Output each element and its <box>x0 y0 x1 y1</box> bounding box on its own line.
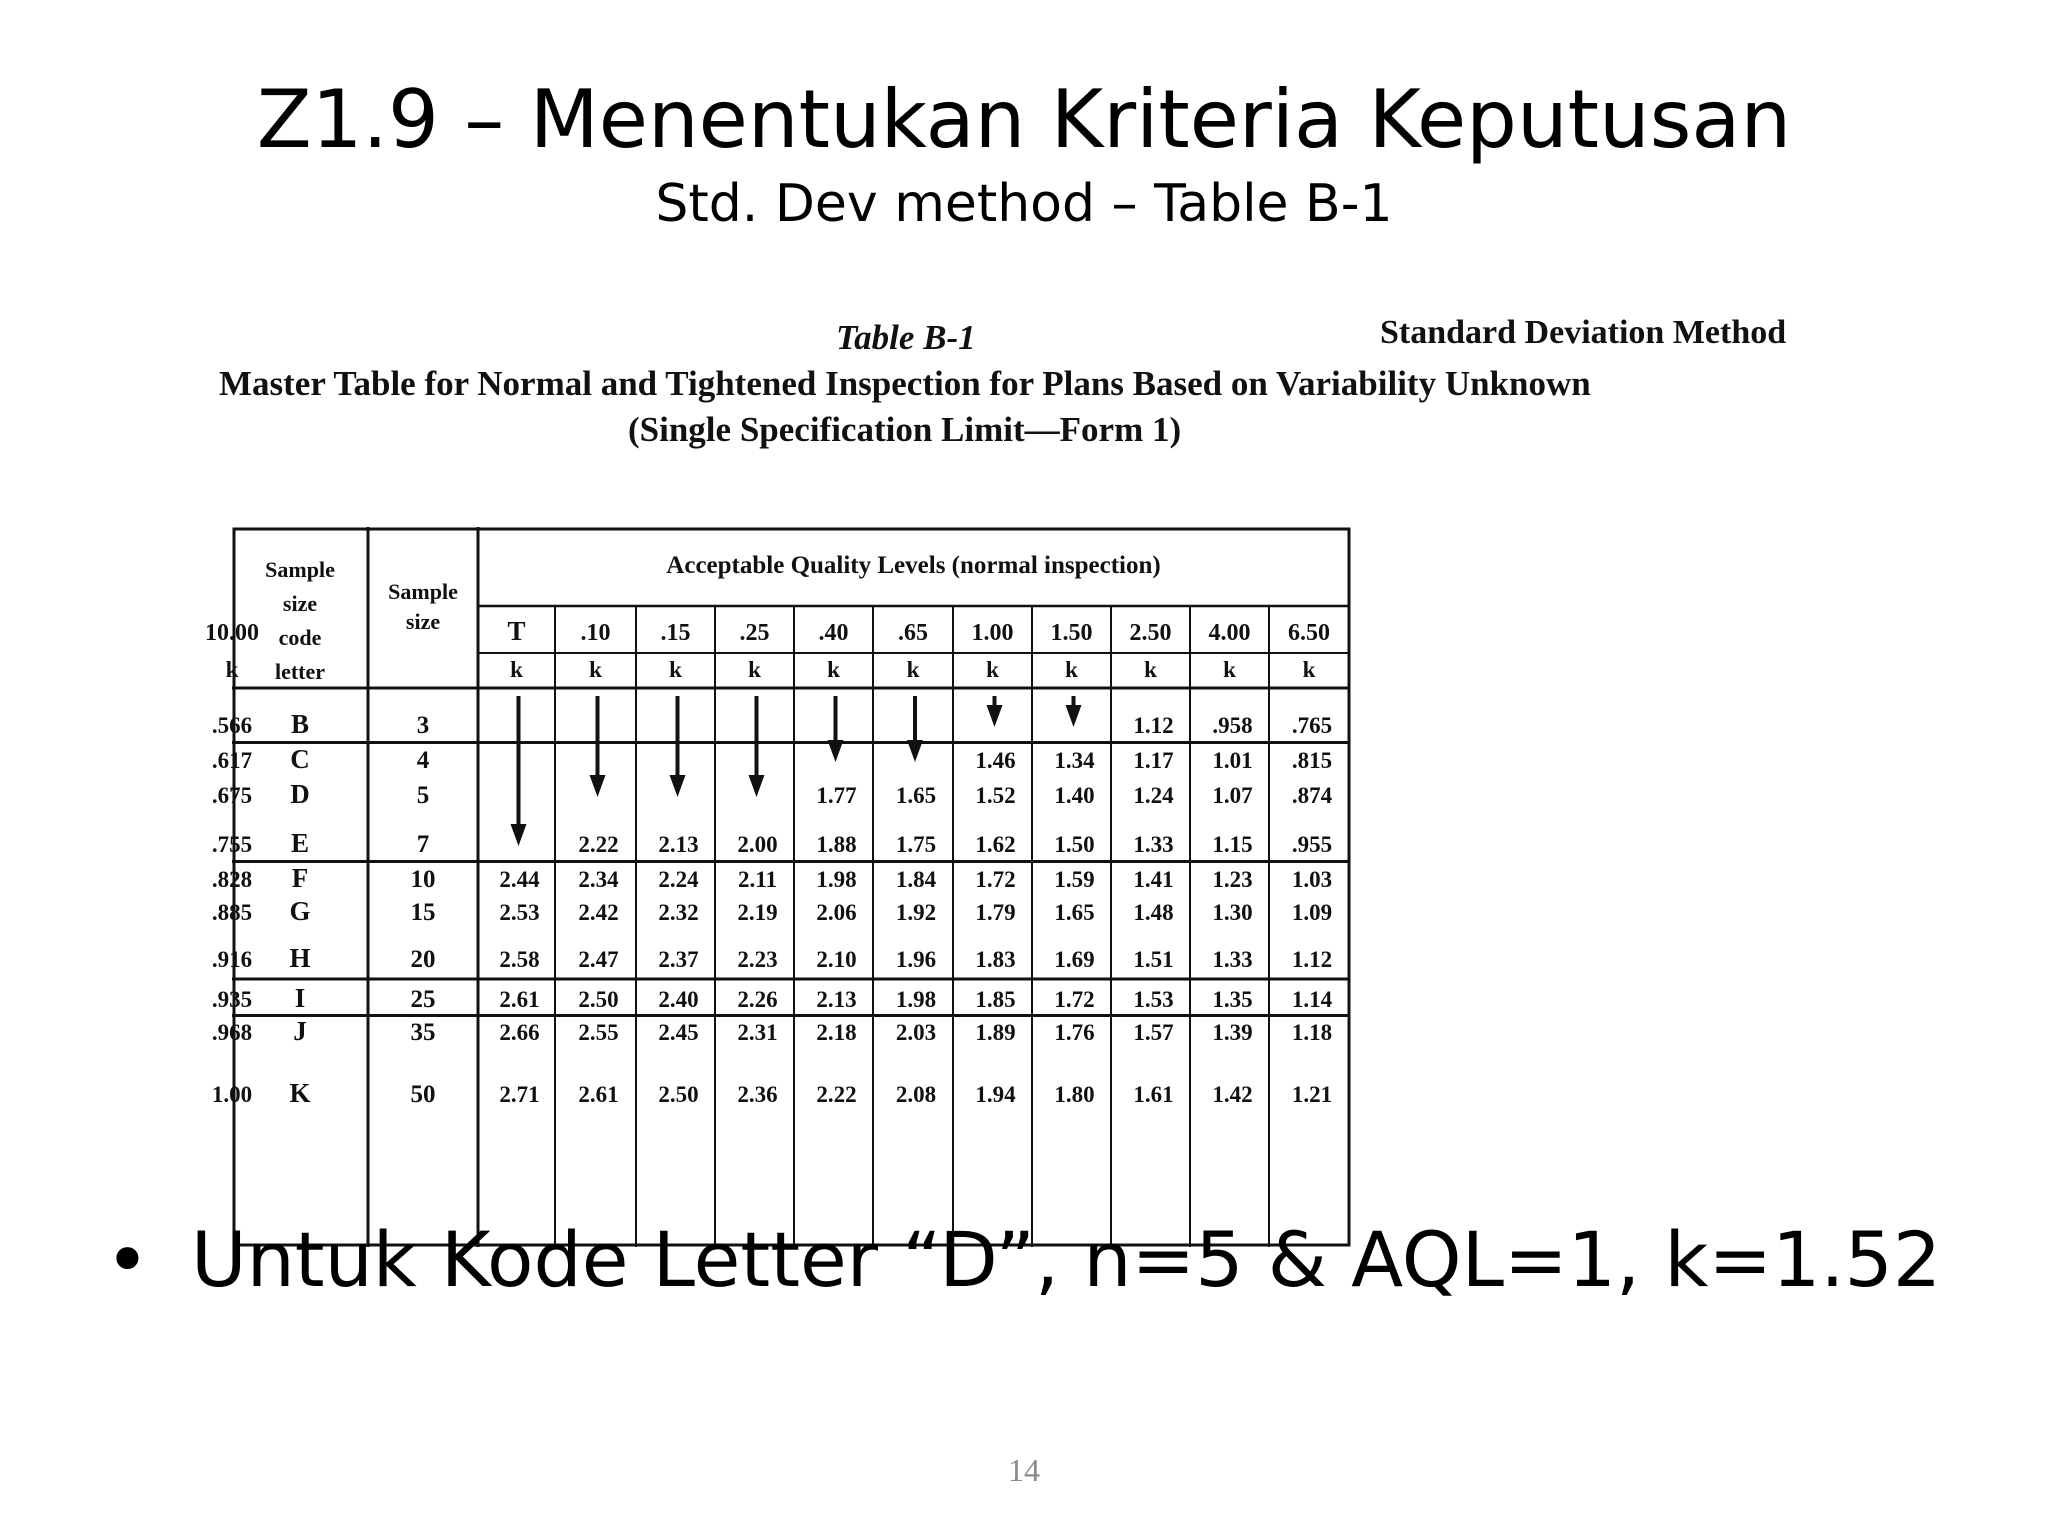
page-number: 14 <box>1008 1452 1040 1488</box>
k-value: 1.98 <box>816 867 857 892</box>
header-aql-value: 10.00 <box>205 620 259 646</box>
k-value: .815 <box>1291 748 1333 773</box>
k-value: 2.03 <box>895 1020 937 1045</box>
row-sample-size: 35 <box>410 1019 436 1046</box>
row-code-letter: E <box>290 828 310 858</box>
header-code-letter: size <box>282 591 318 616</box>
header-aql-title: Acceptable Quality Levels (normal inspection) <box>666 552 1161 579</box>
arrow-down-icon <box>987 705 1003 727</box>
k-value: .916 <box>211 947 253 972</box>
arrow-down-icon <box>749 775 765 797</box>
row-code-letter: J <box>293 1016 307 1046</box>
k-value: 2.37 <box>658 947 699 972</box>
k-value: 1.57 <box>1133 1020 1174 1045</box>
k-value: 2.55 <box>578 1020 619 1045</box>
k-value: .935 <box>211 987 253 1012</box>
header-k-label: k <box>510 657 523 682</box>
row-sample-size: 25 <box>410 986 436 1013</box>
k-value: 2.18 <box>816 1020 857 1045</box>
header-k-label: k <box>1302 657 1316 682</box>
k-value: 2.61 <box>499 987 540 1012</box>
table-subtitle: (Single Specification Limit—Form 1) <box>628 410 1182 449</box>
header-aql-value: T <box>507 616 526 646</box>
row-code-letter: K <box>289 1078 311 1108</box>
k-value: 1.00 <box>211 1082 253 1107</box>
arrow-down-icon <box>1066 705 1082 727</box>
row-code-letter: H <box>289 943 311 973</box>
k-value: 1.59 <box>1054 867 1095 892</box>
k-value: 1.62 <box>975 832 1016 857</box>
arrow-down-icon <box>670 775 686 797</box>
row-code-letter: B <box>290 709 310 739</box>
header-k-label: k <box>1144 657 1157 682</box>
header-sample-size: size <box>405 609 441 634</box>
k-value: 1.52 <box>975 783 1016 808</box>
k-value: 1.89 <box>975 1020 1016 1045</box>
master-table <box>205 527 1472 1165</box>
k-value: 1.39 <box>1212 1020 1253 1045</box>
k-value: 1.07 <box>1212 783 1253 808</box>
k-value: 1.69 <box>1054 947 1095 972</box>
k-value: 1.75 <box>895 832 937 857</box>
slide-subtitle: Std. Dev method – Table B-1 <box>655 174 1393 234</box>
k-value: 2.61 <box>578 1082 619 1107</box>
k-value: 1.34 <box>1054 748 1095 773</box>
k-value: 1.92 <box>895 900 937 925</box>
k-value: .675 <box>211 783 253 808</box>
k-value: 1.72 <box>1054 987 1095 1012</box>
arrow-down-icon <box>511 824 527 846</box>
k-value: .958 <box>1212 713 1253 738</box>
k-value: 2.26 <box>737 987 778 1012</box>
k-value: 2.44 <box>499 867 540 892</box>
k-value: 2.08 <box>895 1082 937 1107</box>
k-value: 2.53 <box>499 900 540 925</box>
k-value: 1.84 <box>895 867 937 892</box>
k-value: .968 <box>211 1020 253 1045</box>
k-value: 1.85 <box>975 987 1016 1012</box>
row-sample-size: 50 <box>410 1081 436 1108</box>
k-value: 2.13 <box>658 832 699 857</box>
row-code-letter: D <box>290 779 310 809</box>
k-value: 1.14 <box>1291 987 1333 1012</box>
header-k-label: k <box>748 657 761 682</box>
header-sample-size: Sample <box>388 579 458 604</box>
row-sample-size: 5 <box>416 782 430 809</box>
table-title: Master Table for Normal and Tightened Inspection for Plans Based on Variability Unknown <box>219 364 1591 403</box>
k-value: 1.12 <box>1133 713 1174 738</box>
k-value: 1.12 <box>1291 947 1333 972</box>
k-value: 1.65 <box>895 783 937 808</box>
k-value: .566 <box>211 713 253 738</box>
k-value: 1.30 <box>1212 900 1253 925</box>
k-value: 2.22 <box>816 1082 857 1107</box>
k-value: 1.24 <box>1133 783 1174 808</box>
k-value: 1.50 <box>1054 832 1095 857</box>
header-aql-value: .15 <box>660 620 691 646</box>
scanned-table-image <box>205 310 1815 1170</box>
k-value: 1.09 <box>1291 900 1333 925</box>
k-value: 1.35 <box>1212 987 1253 1012</box>
k-value: 2.11 <box>738 867 777 892</box>
k-value: 1.88 <box>816 832 857 857</box>
header-code-letter: letter <box>274 659 326 684</box>
k-value: 1.48 <box>1133 900 1174 925</box>
k-value: 2.42 <box>578 900 619 925</box>
k-value: 2.50 <box>658 1082 699 1107</box>
header-aql-value: .40 <box>818 620 849 646</box>
row-sample-size: 7 <box>416 831 430 858</box>
k-value: 1.03 <box>1291 867 1333 892</box>
table-method-label: Standard Deviation Method <box>1380 314 1787 351</box>
header-aql-value: 4.00 <box>1208 620 1251 646</box>
k-value: 1.65 <box>1054 900 1095 925</box>
k-value: 1.80 <box>1054 1082 1095 1107</box>
row-code-letter: G <box>289 896 311 926</box>
k-value: 2.36 <box>737 1082 778 1107</box>
header-k-label: k <box>225 657 239 682</box>
k-value: .755 <box>211 832 253 857</box>
bullet-icon: • <box>105 1215 150 1304</box>
k-value: 2.10 <box>816 947 857 972</box>
k-value: 2.40 <box>658 987 699 1012</box>
k-value: 1.17 <box>1133 748 1174 773</box>
k-value: 2.19 <box>737 900 778 925</box>
arrow-down-icon <box>907 740 923 762</box>
row-sample-size: 15 <box>410 899 436 926</box>
k-value: 2.23 <box>737 947 778 972</box>
k-value: 1.40 <box>1054 783 1095 808</box>
header-code-letter: Sample <box>265 557 335 582</box>
k-value: .765 <box>1291 713 1333 738</box>
k-value: 2.24 <box>658 867 699 892</box>
row-code-letter: F <box>291 863 309 893</box>
k-value: 1.18 <box>1291 1020 1333 1045</box>
header-k-label: k <box>1065 657 1078 682</box>
table-frame <box>234 529 1349 1245</box>
k-value: .955 <box>1291 832 1333 857</box>
k-value: 1.83 <box>975 947 1016 972</box>
header-aql-value: 2.50 <box>1129 620 1172 646</box>
k-value: 2.31 <box>737 1020 778 1045</box>
k-value: 2.71 <box>499 1082 540 1107</box>
k-value: 2.66 <box>499 1020 540 1045</box>
k-value: 2.34 <box>578 867 619 892</box>
header-k-label: k <box>827 657 840 682</box>
header-k-label: k <box>669 657 682 682</box>
row-sample-size: 4 <box>416 747 430 774</box>
k-value: 2.13 <box>816 987 857 1012</box>
row-code-letter: C <box>290 744 310 774</box>
k-value: 2.22 <box>578 832 619 857</box>
arrow-down-icon <box>828 740 844 762</box>
header-k-label: k <box>589 657 602 682</box>
conclusion-text: Untuk Kode Letter “D”, n=5 & AQL=1, k=1.52 <box>191 1215 1942 1304</box>
k-value: .874 <box>1291 783 1333 808</box>
k-value: .617 <box>211 748 253 773</box>
header-k-label: k <box>1223 657 1236 682</box>
k-value: 2.58 <box>499 947 540 972</box>
k-value: 2.32 <box>658 900 699 925</box>
k-value: 1.77 <box>816 783 857 808</box>
k-value: 1.42 <box>1212 1082 1253 1107</box>
header-aql-value: .10 <box>580 620 611 646</box>
k-value: 2.06 <box>816 900 857 925</box>
header-k-label: k <box>906 657 920 682</box>
conclusion-bullet <box>105 1215 1942 1304</box>
row-code-letter: I <box>294 983 306 1013</box>
k-value: 2.45 <box>658 1020 699 1045</box>
k-value: 1.41 <box>1133 867 1174 892</box>
header-aql-value: 1.00 <box>971 620 1014 646</box>
row-sample-size: 20 <box>410 946 436 973</box>
k-value: 1.23 <box>1212 867 1253 892</box>
header-aql-value: 1.50 <box>1050 620 1093 646</box>
k-value: 1.51 <box>1133 947 1174 972</box>
header-aql-value: 6.50 <box>1288 620 1330 646</box>
k-value: 1.98 <box>895 987 937 1012</box>
row-sample-size: 10 <box>410 866 436 893</box>
k-value: 1.94 <box>975 1082 1016 1107</box>
table-caption: Table B-1 <box>836 318 976 357</box>
k-value: 1.72 <box>975 867 1016 892</box>
k-value: 1.96 <box>895 947 937 972</box>
k-value: 2.50 <box>578 987 619 1012</box>
k-value: 2.00 <box>737 832 778 857</box>
arrow-down-icon <box>590 775 606 797</box>
k-value: 1.01 <box>1212 748 1253 773</box>
master-table-svg <box>205 527 1472 1247</box>
k-value: 1.61 <box>1133 1082 1174 1107</box>
k-value: 1.53 <box>1133 987 1174 1012</box>
row-sample-size: 3 <box>416 712 430 739</box>
header-k-label: k <box>986 657 999 682</box>
header-code-letter: code <box>278 625 322 650</box>
k-value: 1.15 <box>1212 832 1253 857</box>
k-value: 1.21 <box>1291 1082 1333 1107</box>
header-aql-value: .25 <box>739 620 770 646</box>
k-value: .885 <box>211 900 253 925</box>
header-aql-value: .65 <box>898 620 928 646</box>
k-value: 1.79 <box>975 900 1016 925</box>
slide-title: Z1.9 – Menentukan Kriteria Keputusan <box>256 73 1792 166</box>
k-value: 1.33 <box>1212 947 1253 972</box>
k-value: 1.76 <box>1054 1020 1095 1045</box>
k-value: 1.46 <box>975 748 1016 773</box>
k-value: .828 <box>211 867 253 892</box>
k-value: 2.47 <box>578 947 619 972</box>
k-value: 1.33 <box>1133 832 1174 857</box>
